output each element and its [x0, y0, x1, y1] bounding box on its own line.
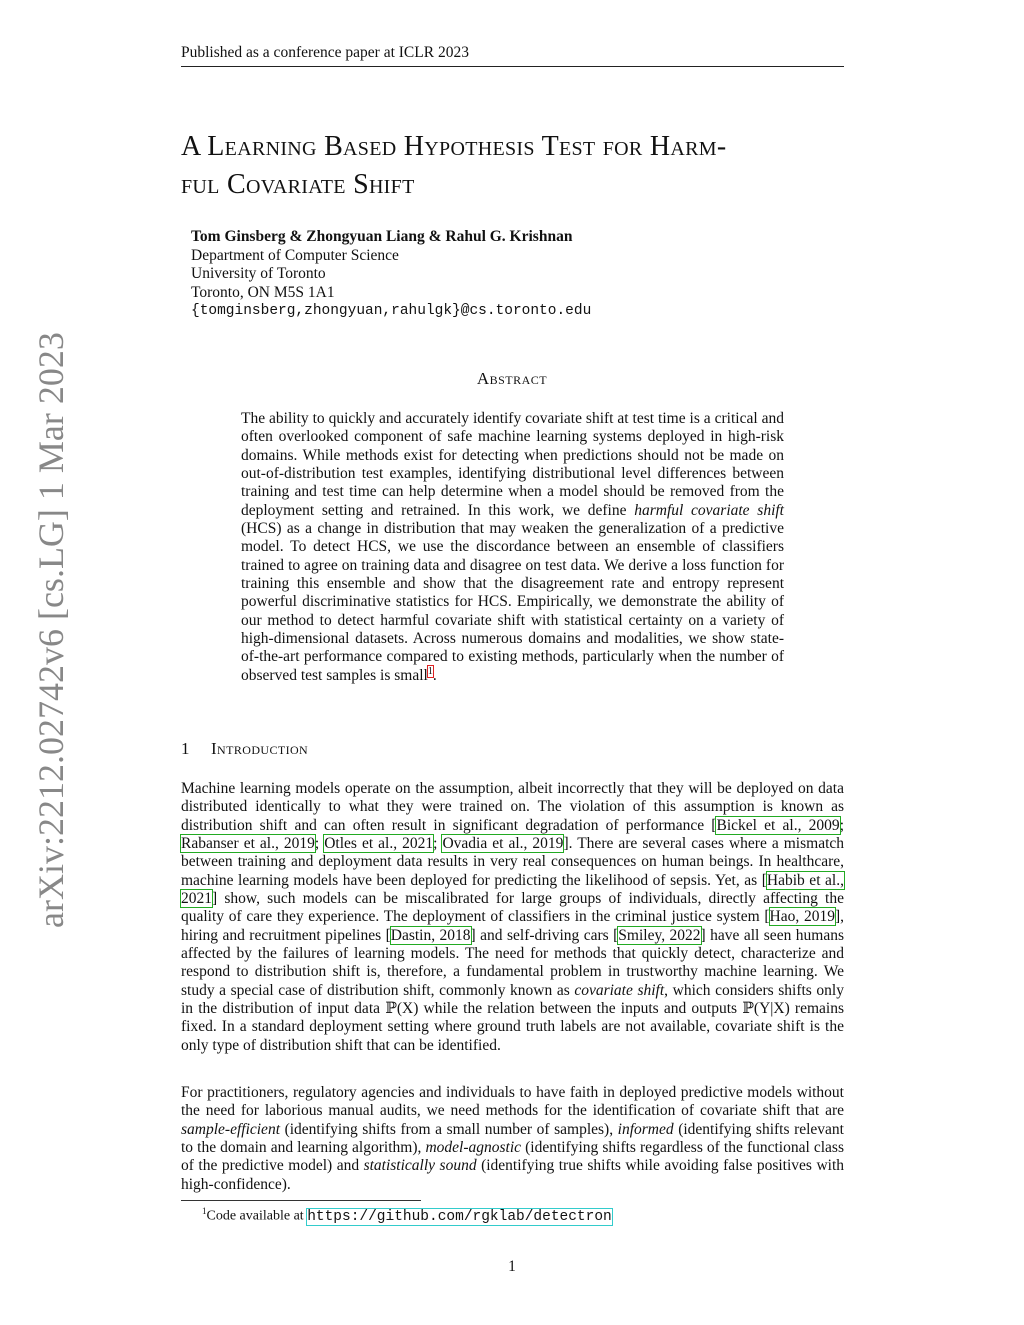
term-covariate-shift: covariate shift [574, 981, 665, 999]
abstract-end: . [432, 666, 437, 684]
author-univ: University of Toronto [191, 265, 326, 283]
section-title: Introduction [211, 739, 309, 758]
intro-text: (identifying shifts relevant to the domain and learning algorithm), [181, 1120, 844, 1157]
citation-dastin[interactable]: Dastin, 2018 [390, 926, 471, 944]
intro-text: (identifying shifts from a small number of samples), [280, 1120, 618, 1138]
intro-text: , which considers shifts only in the distribution of input data ℙ(X) while the relation between the inputs and outputs ℙ(Y|X) remains fixed. In a standard deployment setting where ground truth labels are not available, covariate shift is the only type of distribution shift that can be identified. [181, 981, 844, 1054]
term-informed: informed [617, 1120, 674, 1138]
author-block [191, 228, 591, 321]
intro-text: ] show, such models can be miscalibrated for large groups of individuals, directly affecting the quality of care they experience. The deployment of classifiers in the criminal justice system [ [181, 890, 844, 926]
header-rule [181, 66, 844, 67]
intro-text: ], hiring and recruitment pipelines [ [181, 908, 844, 944]
citation-bickel[interactable]: Bickel et al., 2009 [716, 816, 840, 834]
footnote-ref-1[interactable]: 1 [427, 665, 433, 677]
citation-rabanser[interactable]: Rabanser et al., 2019 [181, 835, 315, 853]
intro-text: Machine learning models operate on the assumption, albeit incorrectly that they will be deployed on data distributed identically to what they were trained on. The violation of this assumption is known as distribution shift and can often result in significant degradation of performance [ [181, 780, 844, 834]
page-number: 1 [508, 1258, 516, 1275]
title-line-2: ful Covariate Shift [181, 169, 415, 200]
citation-otles[interactable]: Otles et al., 2021 [324, 835, 434, 853]
citation-separator: ; [839, 816, 844, 834]
intro-paragraph-1 [181, 780, 844, 1055]
citation-separator: ; [314, 835, 325, 853]
section-heading-intro [181, 739, 308, 759]
section-number: 1 [181, 739, 190, 758]
intro-text: (identifying true shifts while avoiding false positives with high-confidence). [181, 1157, 844, 1193]
running-header: Published as a conference paper at ICLR 2023 [181, 44, 469, 61]
author-names: Tom Ginsberg & Zhongyuan Liang & Rahul G. Krishnan [191, 228, 573, 245]
footnote [202, 1206, 612, 1225]
intro-text: ] have all seen humans affected by the failures of learning models. The need for methods that quickly detect, characterize and respond to distribution shift is, therefore, a fundamental problem in trustworthy machine learning. We study a special case of distribution shift, commonly known as [181, 926, 844, 999]
term-sample-efficient: sample-efficient [181, 1120, 280, 1138]
abstract-heading: Abstract [476, 369, 548, 388]
intro-paragraph-2 [181, 1084, 844, 1194]
footnote-url-link[interactable]: https://github.com/rgklab/detectron [307, 1208, 612, 1225]
citation-separator: ; [433, 835, 443, 853]
citation-ovadia[interactable]: Ovadia et al., 2019 [442, 835, 564, 853]
paper-title [181, 128, 844, 204]
citation-smiley[interactable]: Smiley, 2022 [618, 926, 701, 944]
intro-text: For practitioners, regulatory agencies and individuals to have faith in deployed predictive models without the need for laborious manual audits, we need methods for the identification of covariate shift that are [181, 1084, 844, 1120]
intro-text: ]. There are several cases where a mismatch between training and deployment data results in very real consequences on human beings. In healthcare, machine learning models have been deployed for predicting the likelihood of sepsis. Yet, as [ [181, 835, 845, 889]
abstract-text-2: (HCS) as a change in distribution that may weaken the generalization of a predictive model. To detect HCS, we use the discordance between an ensemble of classifiers trained to agree on training data and disagree on test data. We derive a loss function for training this ensemble and show that the disagreement rate and entropy represent powerful discriminative statistics for HCS. Empirically, we demonstrate the ability of our method to detect harmful covariate shift with statistical certainty on a variety of high-dimensional datasets. Across numerous domains and modalities, we show state-of-the-art performance compared to existing methods, particularly when the number of observed test samples is small [241, 520, 784, 684]
abstract-em-hcs: harmful covariate shift [634, 501, 784, 519]
title-line-1: A Learning Based Hypothesis Test for Harm- [181, 131, 727, 162]
term-model-agnostic: model-agnostic [425, 1139, 522, 1157]
citation-habib[interactable]: Habib et al., 2021 [181, 871, 844, 908]
footnote-rule [181, 1200, 421, 1201]
author-dept: Department of Computer Science [191, 246, 399, 264]
arxiv-stamp-text: arXiv:2212.02742v6 [cs.LG] 1 Mar 2023 [31, 332, 71, 928]
author-email[interactable]: {tomginsberg,zhongyuan,rahulgk}@cs.toronto.edu [191, 303, 592, 320]
abstract-body [241, 410, 784, 685]
citation-hao[interactable]: Hao, 2019 [769, 908, 835, 926]
footnote-text: Code available at [206, 1208, 308, 1224]
intro-text: ] and self-driving cars [ [470, 926, 619, 944]
footnote-mark: 1 [202, 1206, 207, 1216]
intro-text: (identifying shifts regardless of the functional class of the predictive model) and [181, 1139, 844, 1175]
author-address: Toronto, ON M5S 1A1 [191, 283, 335, 301]
abstract-text-1: The ability to quickly and accurately identify covariate shift at test time is a critical and often overlooked component of safe machine learning systems deployed in high-risk domains. While methods exist for detecting when predictions should not be made on out-of-distribution test examples, identifying distributional level differences between training and test time can help determine when a model should be removed from the deployment setting and retrained. In this work, we define [241, 410, 784, 519]
term-statistically-sound: statistically sound [363, 1157, 477, 1175]
